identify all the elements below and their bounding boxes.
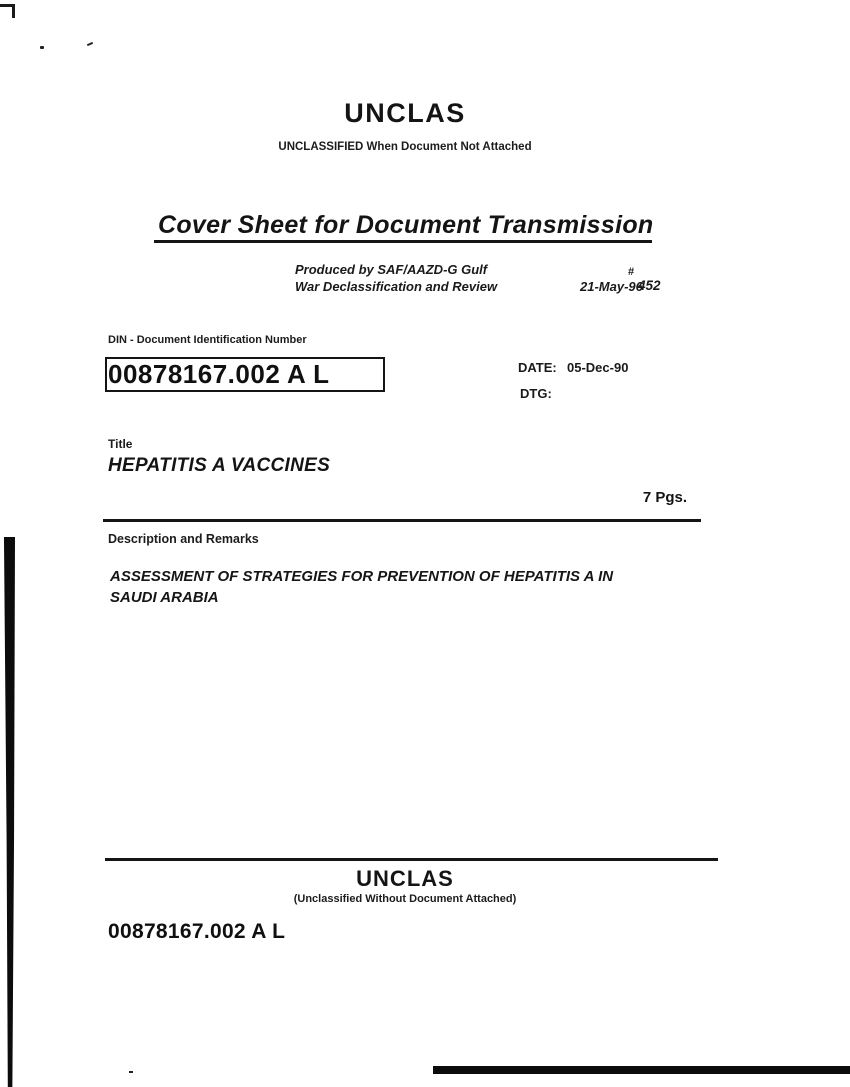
classification-banner-bottom: UNCLAS bbox=[356, 866, 454, 891]
scan-speck bbox=[129, 1071, 133, 1073]
dtg-label: DTG: bbox=[520, 386, 552, 401]
produced-date: 21-May-96 bbox=[580, 279, 643, 294]
description-line1: ASSESSMENT OF STRATEGIES FOR PREVENTION OF HEPATITIS A IN bbox=[110, 568, 614, 585]
produced-by-text bbox=[295, 261, 497, 295]
title-field-label: Title bbox=[108, 437, 133, 451]
hash-symbol: # bbox=[628, 266, 635, 278]
sequence-number: 452 bbox=[638, 278, 661, 293]
produced-by-line2: War Declassification and Review bbox=[295, 279, 498, 294]
classification-note-top: UNCLASSIFIED When Document Not Attached bbox=[278, 141, 532, 153]
din-label: DIN - Document Identification Number bbox=[108, 334, 307, 346]
section-divider bbox=[103, 519, 701, 522]
classification-note-bottom: (Unclassified Without Document Attached) bbox=[293, 893, 517, 905]
date-label: DATE: bbox=[518, 360, 557, 375]
scan-speck bbox=[87, 42, 93, 46]
page-title: Cover Sheet for Document Transmission bbox=[158, 211, 654, 239]
description-label: Description and Remarks bbox=[108, 532, 259, 546]
scan-bottom-bar bbox=[433, 1066, 850, 1074]
din-box bbox=[105, 357, 385, 392]
title-underline bbox=[154, 240, 652, 243]
pages-count: 7 Pgs. bbox=[642, 489, 687, 506]
scan-edge-bar bbox=[3, 537, 15, 1087]
din-value: 00878167.002 A L bbox=[108, 359, 330, 389]
footer-din-value: 00878167.002 A L bbox=[108, 920, 286, 943]
description-line2: SAUDI ARABIA bbox=[110, 589, 219, 606]
description-text bbox=[110, 566, 710, 608]
document-title: HEPATITIS A VACCINES bbox=[108, 455, 331, 476]
footer-divider bbox=[105, 858, 718, 861]
scan-speck bbox=[40, 46, 44, 49]
classification-banner-top: UNCLAS bbox=[344, 98, 466, 128]
scan-corner-mark bbox=[0, 4, 15, 18]
date-value: 05-Dec-90 bbox=[567, 360, 629, 375]
produced-by-line1: Produced by SAF/AAZD-G Gulf bbox=[295, 262, 488, 277]
